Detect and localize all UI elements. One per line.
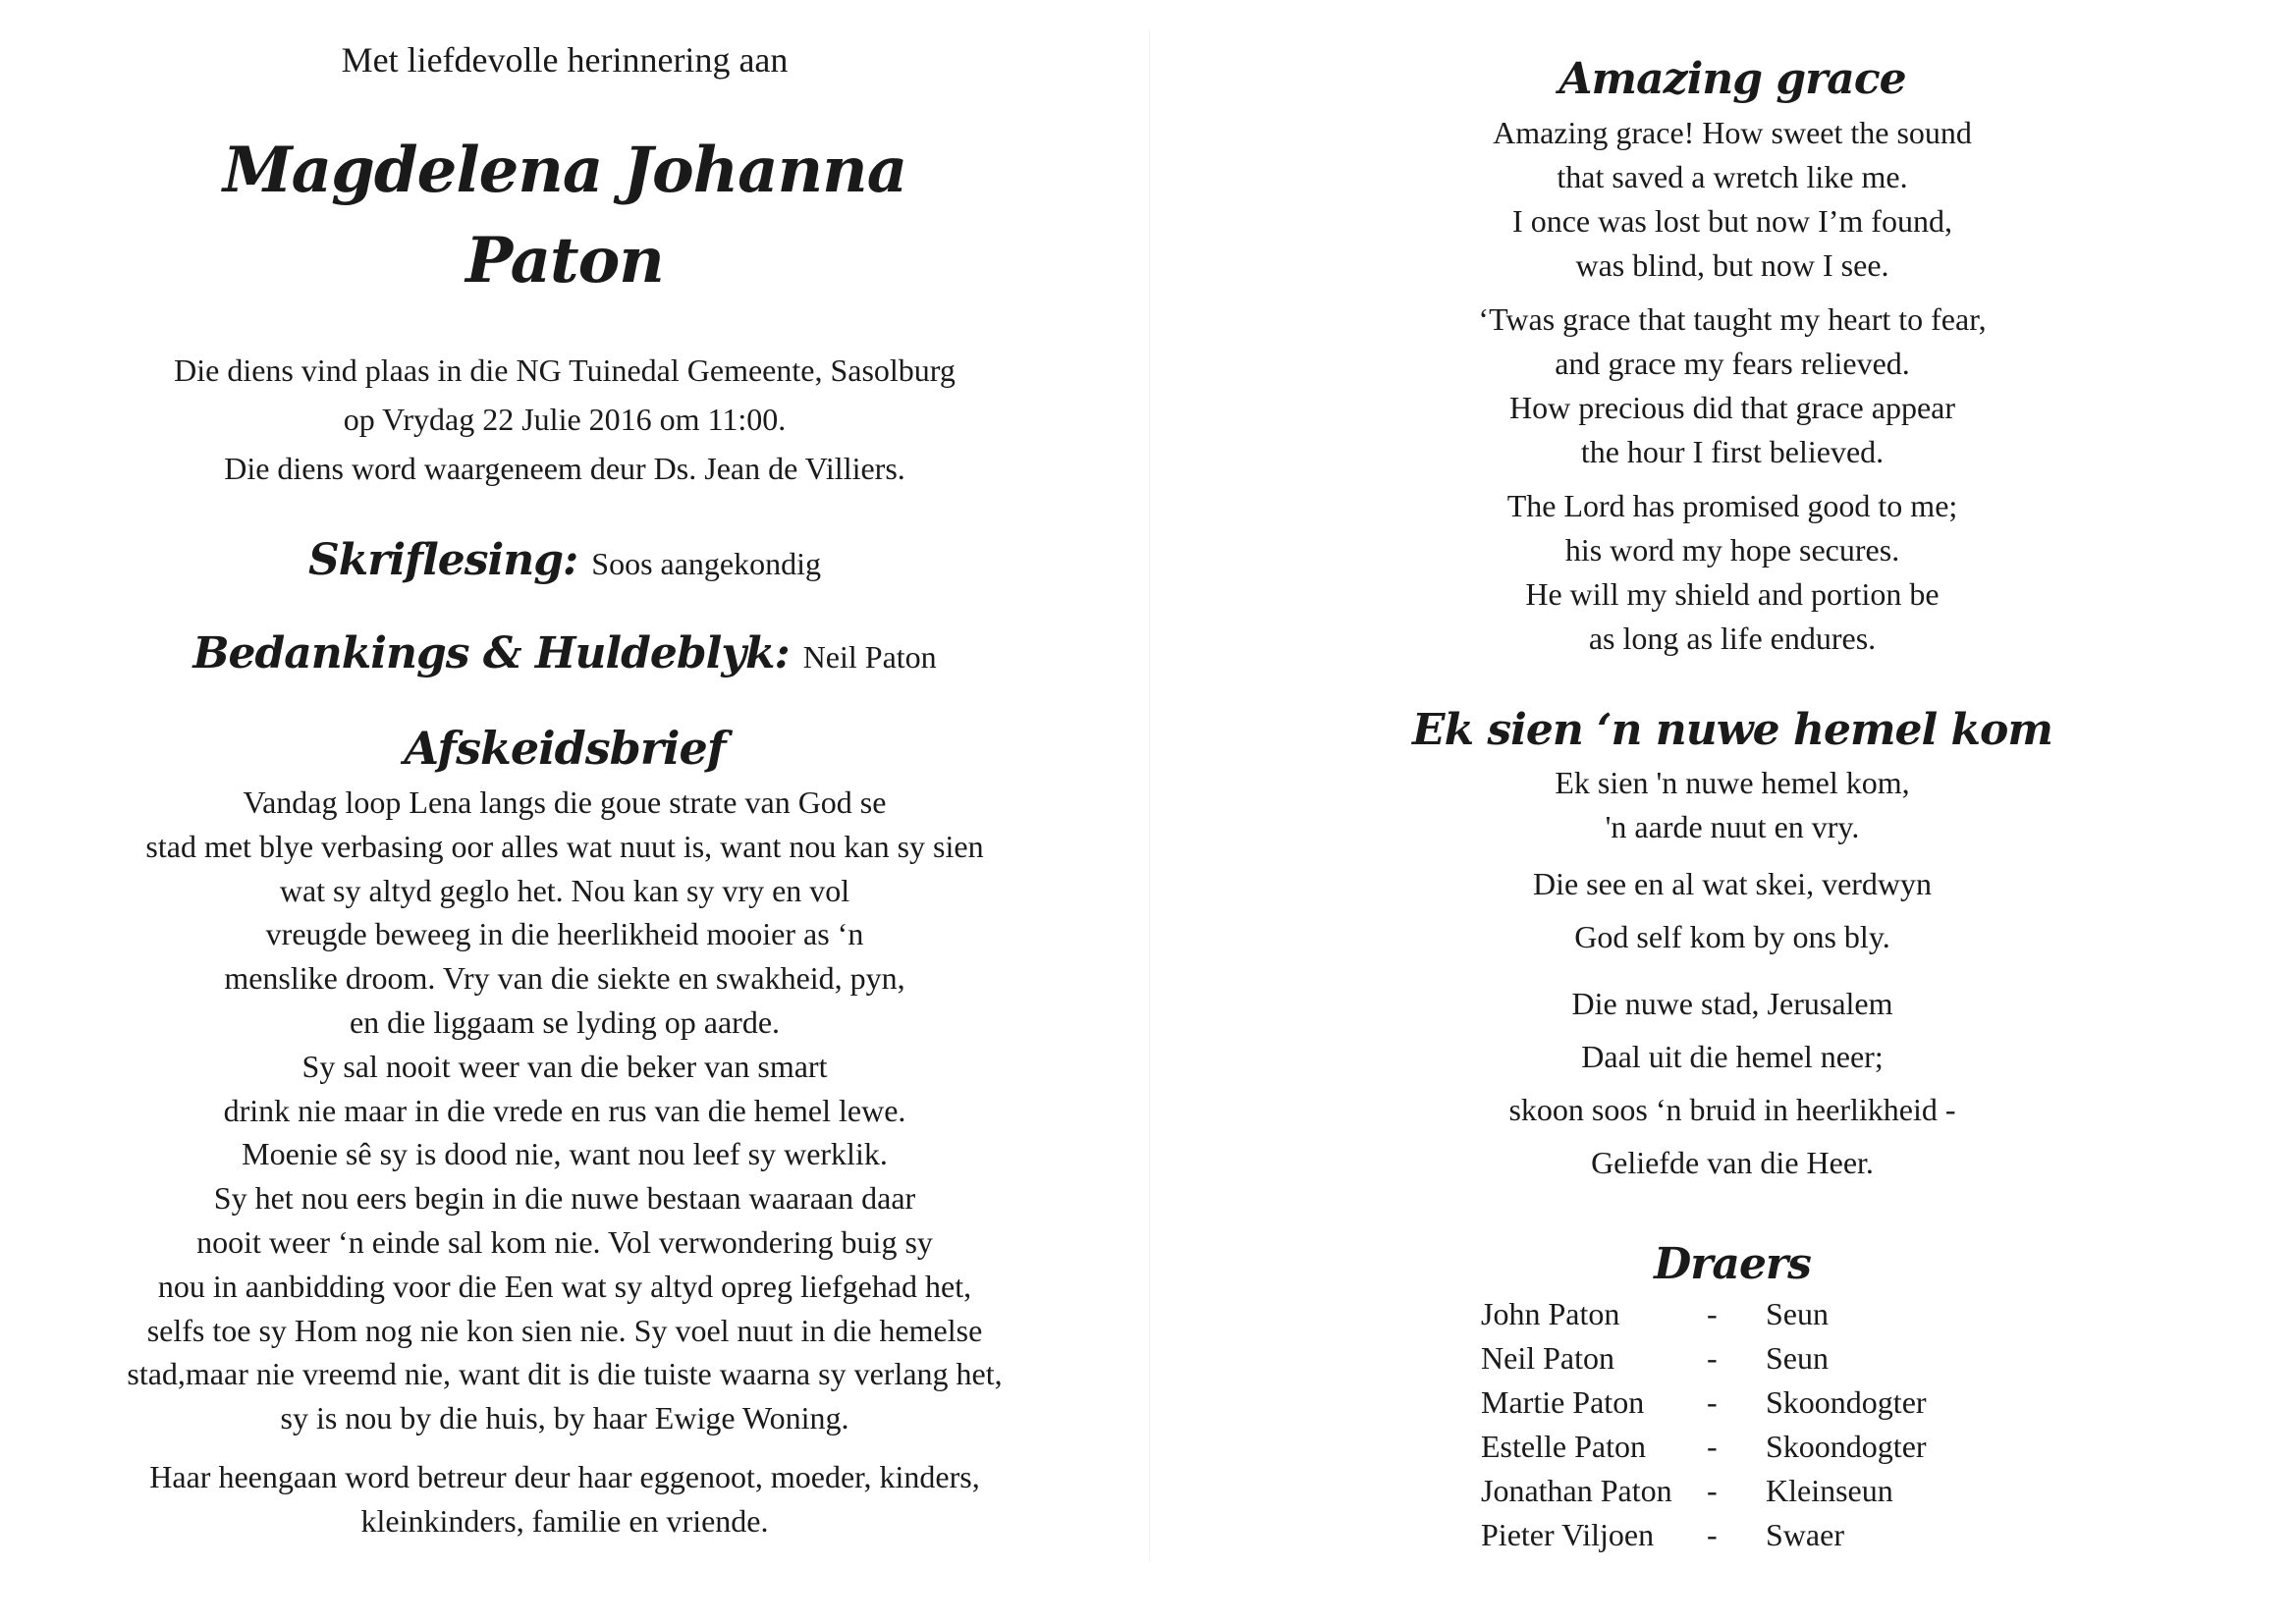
letter-line: nou in aanbidding voor die Een wat sy altyd opreg liefgehad het,	[157, 1268, 972, 1304]
ek-sien-stanza-1	[1169, 761, 2296, 963]
service-line: Die diens word waargeneem deur Ds. Jean de Villiers.	[224, 451, 905, 486]
hymn-line: and grace my fears relieved.	[1555, 346, 1910, 381]
name-line-1: Magdelena Johanna	[222, 134, 907, 207]
hymn-line: ‘Twas grace that taught my heart to fear,	[1478, 301, 1987, 337]
bearer-dash: -	[1707, 1384, 1718, 1420]
letter-line: wat sy altyd geglo het. Nou kan sy vry en vol	[279, 872, 850, 908]
hymn-line: skoon soos ‘n bruid in heerlikheid -	[1508, 1092, 1956, 1127]
hymn-line: Daal uit die hemel neer;	[1581, 1039, 1884, 1074]
bearer-row	[1481, 1336, 1927, 1380]
bearers-table	[1481, 1292, 1927, 1557]
bearer-relation: Seun	[1766, 1296, 1829, 1331]
hymn-line: Ek sien 'n nuwe hemel kom,	[1555, 765, 1910, 800]
bearer-relation: Skoondogter	[1766, 1429, 1927, 1464]
service-details	[0, 346, 1129, 493]
hymn-line: his word my hope secures.	[1564, 532, 1900, 568]
letter-line: en die liggaam se lyding op aarde.	[349, 1003, 781, 1040]
bearer-name: Jonathan Paton	[1481, 1473, 1672, 1508]
bearer-name: John Paton	[1481, 1296, 1620, 1331]
bedankings-value: Neil Paton	[802, 639, 937, 675]
bearer-row	[1481, 1469, 1927, 1513]
letter-line: menslike droom. Vry van die siekte en swakheid, pyn,	[224, 960, 905, 997]
farewell-letter	[0, 781, 1129, 1440]
skriflesing-row	[0, 535, 1129, 585]
closing-line: kleinkinders, familie en vriende.	[360, 1503, 769, 1539]
bearer-dash: -	[1707, 1517, 1718, 1552]
hymn-line: as long as life endures.	[1588, 621, 1877, 656]
bearer-row	[1481, 1292, 1927, 1336]
right-page	[1169, 0, 2296, 1624]
ek-sien-title: Ek sien ‘n nuwe hemel kom	[1412, 705, 2052, 755]
bearer-relation: Kleinseun	[1766, 1473, 1893, 1508]
amazing-grace-stanza-3	[1169, 484, 2296, 661]
hymn-line: Die see en al wat skei, verdwyn	[1532, 866, 1933, 901]
amazing-grace-stanza-1	[1169, 111, 2296, 288]
bearer-dash: -	[1707, 1340, 1718, 1376]
hymn-line: that saved a wretch like me.	[1557, 159, 1908, 194]
bearer-name: Neil Paton	[1481, 1340, 1614, 1376]
bearer-relation: Skoondogter	[1766, 1384, 1927, 1420]
hymn-line: How precious did that grace appear	[1508, 390, 1956, 425]
afskeidsbrief-title: Afskeidsbrief	[404, 722, 726, 775]
bearer-row	[1481, 1513, 1927, 1557]
amazing-grace-title: Amazing grace	[1558, 54, 1906, 104]
letter-line: stad met blye verbasing oor alles wat nuut is, want nou kan sy sien	[145, 828, 984, 864]
page-fold-divider	[1149, 29, 1150, 1561]
hymn-line: the hour I first believed.	[1580, 434, 1885, 469]
letter-line: sy is nou by die huis, by haar Ewige Woning.	[280, 1400, 849, 1436]
bearer-dash: -	[1707, 1429, 1718, 1464]
bearer-dash: -	[1707, 1296, 1718, 1331]
left-page	[0, 0, 1129, 1624]
draers-title: Draers	[1654, 1239, 1811, 1289]
letter-line: Moenie sê sy is dood nie, want nou leef sy werklik.	[242, 1136, 888, 1172]
hymn-line: was blind, but now I see.	[1575, 247, 1889, 283]
bearer-row	[1481, 1380, 1927, 1425]
letter-line: vreugde beweeg in die heerlikheid mooier as ‘n	[265, 916, 864, 952]
closing-line: Haar heengaan word betreur deur haar eggenoot, moeder, kinders,	[149, 1459, 980, 1494]
bearer-dash: -	[1707, 1473, 1718, 1508]
amazing-grace-stanza-2	[1169, 298, 2296, 474]
bearer-relation: Seun	[1766, 1340, 1829, 1376]
skriflesing-value: Soos aangekondig	[591, 546, 822, 581]
closing-paragraph	[0, 1455, 1129, 1543]
hymn-line: He will my shield and portion be	[1525, 576, 1940, 612]
hymn-line: I once was lost but now I’m found,	[1512, 203, 1952, 239]
bearer-row	[1481, 1425, 1927, 1469]
ek-sien-stanza-2	[1169, 977, 2296, 1189]
hymn-line: 'n aarde nuut en vry.	[1605, 809, 1860, 844]
bearer-name: Martie Paton	[1481, 1384, 1645, 1420]
bedankings-row	[0, 628, 1129, 678]
letter-line: nooit weer ‘n einde sal kom nie. Vol verwondering buig sy	[196, 1223, 933, 1260]
letter-line: Sy het nou eers begin in die nuwe bestaan waaraan daar	[213, 1180, 916, 1217]
service-line: Die diens vind plaas in die NG Tuinedal Gemeente, Sasolburg	[174, 352, 956, 388]
bedankings-label: Bedankings & Huldeblyk:	[192, 628, 790, 678]
letter-line: Vandag loop Lena langs die goue strate van God se	[243, 785, 887, 820]
letter-line: drink nie maar in die vrede en rus van die hemel lewe.	[223, 1092, 906, 1128]
hymn-line: Die nuwe stad, Jerusalem	[1571, 986, 1893, 1021]
bearer-name: Pieter Viljoen	[1481, 1517, 1655, 1552]
bearer-relation: Swaer	[1766, 1517, 1844, 1552]
name-line-2: Paton	[465, 224, 664, 298]
letter-line: Sy sal nooit weer van die beker van smart	[301, 1048, 828, 1084]
service-line: op Vrydag 22 Julie 2016 om 11:00.	[343, 402, 787, 437]
bearer-name: Estelle Paton	[1481, 1429, 1646, 1464]
hymn-line: Geliefde van die Heer.	[1591, 1145, 1874, 1180]
letter-line: selfs toe sy Hom nog nie kon sien nie. Sy voel nuut in die hemelse	[146, 1312, 983, 1348]
letter-line: stad,maar nie vreemd nie, want dit is die tuiste waarna sy verlang het,	[127, 1356, 1003, 1392]
hymn-line: God self kom by ons bly.	[1574, 919, 1890, 954]
skriflesing-label: Skriflesing:	[307, 535, 578, 585]
hymn-line: The Lord has promised good to me;	[1506, 488, 1958, 523]
hymn-line: Amazing grace! How sweet the sound	[1493, 115, 1972, 150]
deceased-name	[0, 126, 1129, 306]
intro-line: Met liefdevolle herinnering aan	[341, 40, 789, 80]
